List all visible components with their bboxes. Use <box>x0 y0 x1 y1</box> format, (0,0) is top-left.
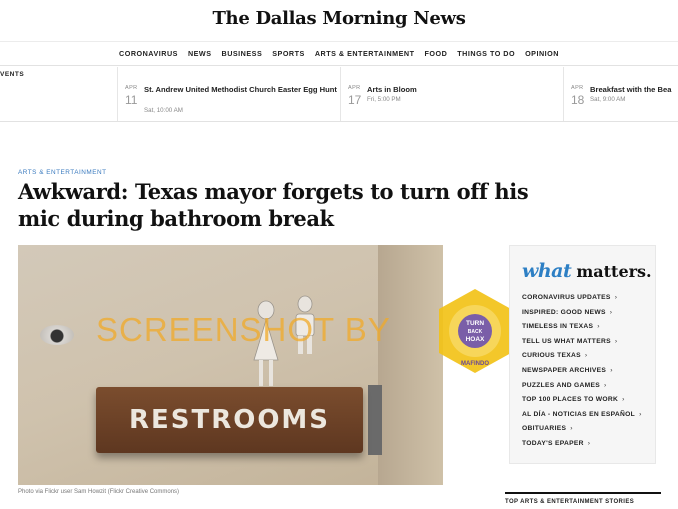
chevron-right-icon: › <box>610 366 613 374</box>
event-time: Sat, 9:00 AM <box>590 96 626 103</box>
brand-what: what <box>522 260 572 282</box>
sidebar-link[interactable]: TOP 100 PLACES TO WORK › <box>522 396 625 404</box>
events-label: VENTS <box>0 71 25 78</box>
nav-item-news[interactable]: NEWS <box>187 49 212 58</box>
sign-bracket <box>368 385 382 455</box>
restroom-sign <box>96 387 363 453</box>
event-time: Fri, 5:00 PM <box>367 96 401 103</box>
event-card[interactable] <box>117 67 340 121</box>
events-strip <box>0 67 678 122</box>
article-headline: Awkward: Texas mayor forgets to turn off his mic during bathroom break <box>18 179 529 231</box>
chevron-right-icon: › <box>584 352 588 360</box>
chevron-right-icon: › <box>639 410 642 418</box>
event-title[interactable]: Breakfast with the Bea <box>590 85 672 94</box>
main-nav <box>0 42 678 66</box>
site-logo[interactable]: The Dallas Morning News <box>212 8 466 29</box>
article-section-link[interactable]: ARTS & ENTERTAINMENT <box>18 169 107 176</box>
badge-line-2: BACK <box>467 329 483 335</box>
nav-item-opinion[interactable]: OPINION <box>525 49 559 58</box>
chevron-right-icon: › <box>570 425 573 433</box>
sidebar-link[interactable]: OBITUARIES › <box>522 425 573 433</box>
event-card[interactable] <box>563 67 678 121</box>
restroom-sign-text: RESTROOMS <box>128 405 331 435</box>
event-time: Sat, 10:00 AM <box>144 107 183 114</box>
chevron-right-icon: › <box>622 396 625 404</box>
sidebar-link[interactable]: TELL US WHAT MATTERS › <box>522 337 618 345</box>
what-matters-list <box>522 291 642 452</box>
sidebar-link[interactable]: AL DÍA - NOTICIAS EN ESPAÑOL › <box>522 410 642 418</box>
screenshot-watermark: SCREENSHOT BY <box>96 311 391 348</box>
sidebar-link[interactable]: TIMELESS IN TEXAS › <box>522 323 600 331</box>
chevron-right-icon: › <box>604 381 607 389</box>
badge-bottom-text: MAFINDO <box>461 361 489 367</box>
sidebar-link[interactable]: NEWSPAPER ARCHIVES › <box>522 366 613 374</box>
event-day: 18 <box>571 93 585 107</box>
sidebar-link[interactable]: CURIOUS TEXAS › <box>522 352 588 360</box>
event-card[interactable] <box>340 67 563 121</box>
event-title[interactable]: St. Andrew United Methodist Church Easter Egg Hunt <box>144 85 337 94</box>
sidebar-link[interactable]: INSPIRED: GOOD NEWS › <box>522 308 613 316</box>
nav-item-coronavirus[interactable]: CORONAVIRUS <box>119 49 178 58</box>
badge-line-1: TURN <box>465 320 485 327</box>
security-camera-icon <box>40 325 74 345</box>
top-stories-heading: TOP ARTS & ENTERTAINMENT STORIES <box>505 492 661 505</box>
what-matters-logo <box>522 260 652 282</box>
event-month: APR <box>348 85 361 91</box>
turnbackhoax-badge-icon <box>437 287 513 375</box>
event-title[interactable]: Arts in Bloom <box>367 85 417 94</box>
what-matters-sidebar <box>509 245 656 464</box>
sidebar-link[interactable]: CORONAVIRUS UPDATES › <box>522 294 618 301</box>
chevron-right-icon: › <box>597 323 600 331</box>
article-hero-image <box>18 245 443 485</box>
event-day: 11 <box>125 93 138 107</box>
sidebar-link[interactable]: PUZZLES AND GAMES › <box>522 381 607 389</box>
event-day: 17 <box>348 93 362 107</box>
chevron-right-icon: › <box>587 439 591 447</box>
nav-item-arts-entertainment[interactable]: ARTS & ENTERTAINMENT <box>314 49 415 58</box>
brand-matters: matters. <box>576 262 652 281</box>
chevron-right-icon: › <box>609 308 613 316</box>
chevron-right-icon: › <box>614 337 618 345</box>
nav-item-business[interactable]: BUSINESS <box>221 49 263 58</box>
nav-item-food[interactable]: FOOD <box>424 49 448 58</box>
event-month: APR <box>125 85 138 91</box>
wall-shade <box>378 245 443 485</box>
chevron-right-icon: › <box>614 294 618 301</box>
image-caption: Photo via Flickr user Sam Howzit (Flickr Creative Commons) <box>18 489 180 495</box>
badge-line-3: HOAX <box>465 336 485 343</box>
event-month: APR <box>571 85 584 91</box>
masthead <box>0 0 678 42</box>
sidebar-link[interactable]: TODAY'S EPAPER › <box>522 439 591 447</box>
nav-item-sports[interactable]: SPORTS <box>272 49 305 58</box>
nav-item-things-to-do[interactable]: THINGS TO DO <box>457 49 516 58</box>
